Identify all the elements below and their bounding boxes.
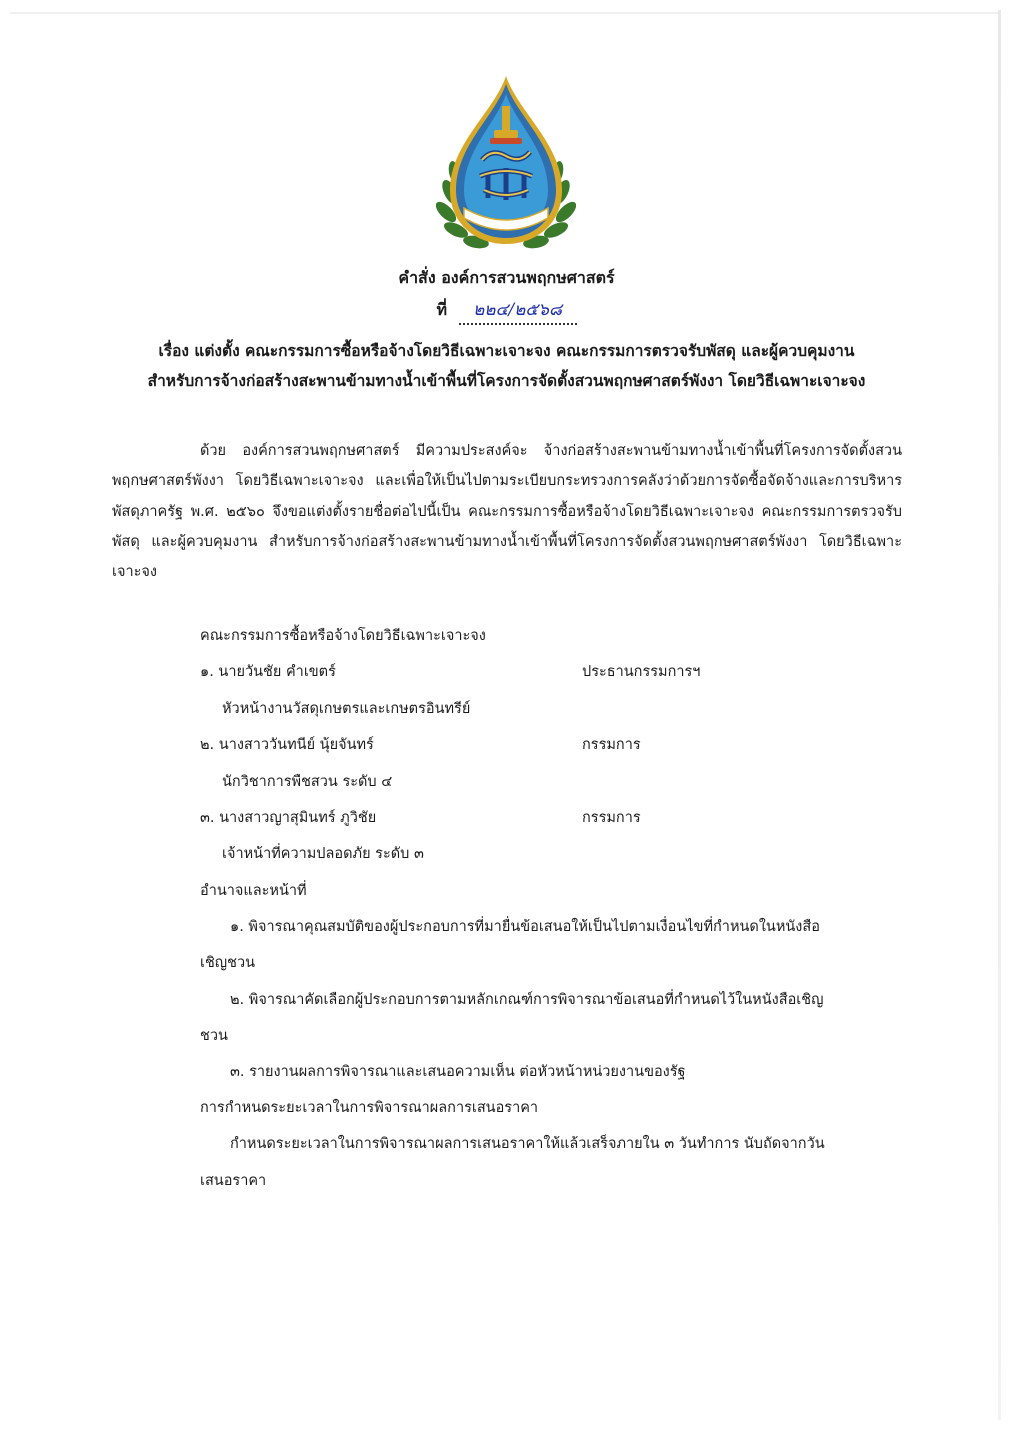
order-number-handwritten: ๒๒๔/๒๕๖๘: [459, 296, 577, 325]
subject-line-1: เรื่อง แต่งตั้ง คณะกรรมการซื้อหรือจ้างโดยวิธีเฉพาะเจาะจง คณะกรรมการตรวจรับพัสดุ และผู้ควบคุมงาน: [158, 342, 855, 360]
body-text: [112, 436, 902, 587]
order-number-prefix: ที่: [436, 300, 447, 319]
member-role: กรรมการ: [582, 809, 641, 826]
subject-line-2: สำหรับการจ้างก่อสร้างสะพานข้ามทางน้ำเข้าพื้นที่โครงการจัดตั้งสวนพฤกษศาสตร์พังงา โดยวิธีเฉพาะเจาะจง: [147, 372, 866, 390]
member-row: [200, 727, 910, 763]
timeframe-text-cont: เสนอราคา: [200, 1172, 267, 1189]
timeframe-heading: การกำหนดระยะเวลาในการพิจารณาผลการเสนอราคา: [200, 1100, 539, 1117]
member-position: หัวหน้างานวัสดุเกษตรและเกษตรอินทรีย์: [222, 700, 471, 717]
member-position: นักวิชาการพืชสวน ระดับ ๔: [222, 773, 393, 790]
intro-paragraph: ด้วย องค์การสวนพฤกษศาสตร์ มีความประสงค์จะ จ้างก่อสร้างสะพานข้ามทางน้ำเข้าพื้นที่โครงการจัดตั้งสวนพฤกษศาสตร์พังงา โดยวิธีเฉพาะเจาะจง และเพื่อให้เป็นไปตามระเบียบกระทรวงการคลังว่าด้วยการจัดซื้อจัดจ้างและการบริหารพัสดุภาครัฐ พ.ศ. ๒๕๖๐ จึงขอแต่งตั้งรายชื่อต่อไปนี้เป็น คณะกรรมการซื้อหรือจ้างโดยวิธีเฉพาะเจาะจง คณะกรรมการตรวจรับพัสดุ และผู้ควบคุมงาน สำหรับการจ้างก่อสร้างสะพานข้ามทางน้ำเข้าพื้นที่โครงการจัดตั้งสวนพฤกษศาสตร์พังงา โดยวิธีเฉพาะเจาะจง: [112, 443, 902, 581]
member-name: ๓. นางสาวญาสุมินทร์ ภูวิชัย: [200, 809, 377, 826]
member-row: [200, 654, 910, 690]
member-position: เจ้าหน้าที่ความปลอดภัย ระดับ ๓: [222, 846, 424, 863]
committee-section: [200, 618, 910, 1199]
member-role: ประธานกรรมการฯ: [582, 664, 701, 681]
order-title: คำสั่ง องค์การสวนพฤกษศาสตร์: [398, 268, 615, 287]
duty-item-1-cont: เชิญชวน: [200, 955, 256, 972]
order-number: [0, 296, 1013, 325]
scan-artifact-top: [10, 12, 1000, 14]
duty-item-3: ๓. รายงานผลการพิจารณาและเสนอความเห็น ต่อหัวหน้าหน่วยงานของรัฐ: [230, 1063, 686, 1080]
duty-item-1: ๑. พิจารณาคุณสมบัติของผู้ประกอบการที่มายื่นข้อเสนอให้เป็นไปตามเงื่อนไขที่กำหนดในหนังสือ: [230, 919, 820, 936]
member-name: ๑. นายวันชัย คำเขตร์: [200, 664, 336, 681]
duty-item-2-cont: ชวน: [200, 1027, 228, 1044]
organization-logo: [436, 72, 576, 250]
member-role: กรรมการ: [582, 737, 641, 754]
member-row: [200, 800, 910, 836]
committee-heading: คณะกรรมการซื้อหรือจ้างโดยวิธีเฉพาะเจาะจง: [200, 628, 486, 644]
scan-artifact-edge: [998, 10, 1001, 1420]
timeframe-text: กำหนดระยะเวลาในการพิจารณาผลการเสนอราคาให้แล้วเสร็จภายใน ๓ วันทำการ นับถัดจากวัน: [230, 1136, 825, 1153]
subject: [0, 336, 1013, 396]
member-name: ๒. นางสาววันทนีย์ นุ้ยจันทร์: [200, 737, 374, 754]
duty-item-2: ๒. พิจารณาคัดเลือกผู้ประกอบการตามหลักเกณฑ์การพิจารณาข้อเสนอที่กำหนดไว้ในหนังสือเชิญ: [230, 991, 824, 1008]
duties-heading: อำนาจและหน้าที่: [200, 882, 307, 899]
